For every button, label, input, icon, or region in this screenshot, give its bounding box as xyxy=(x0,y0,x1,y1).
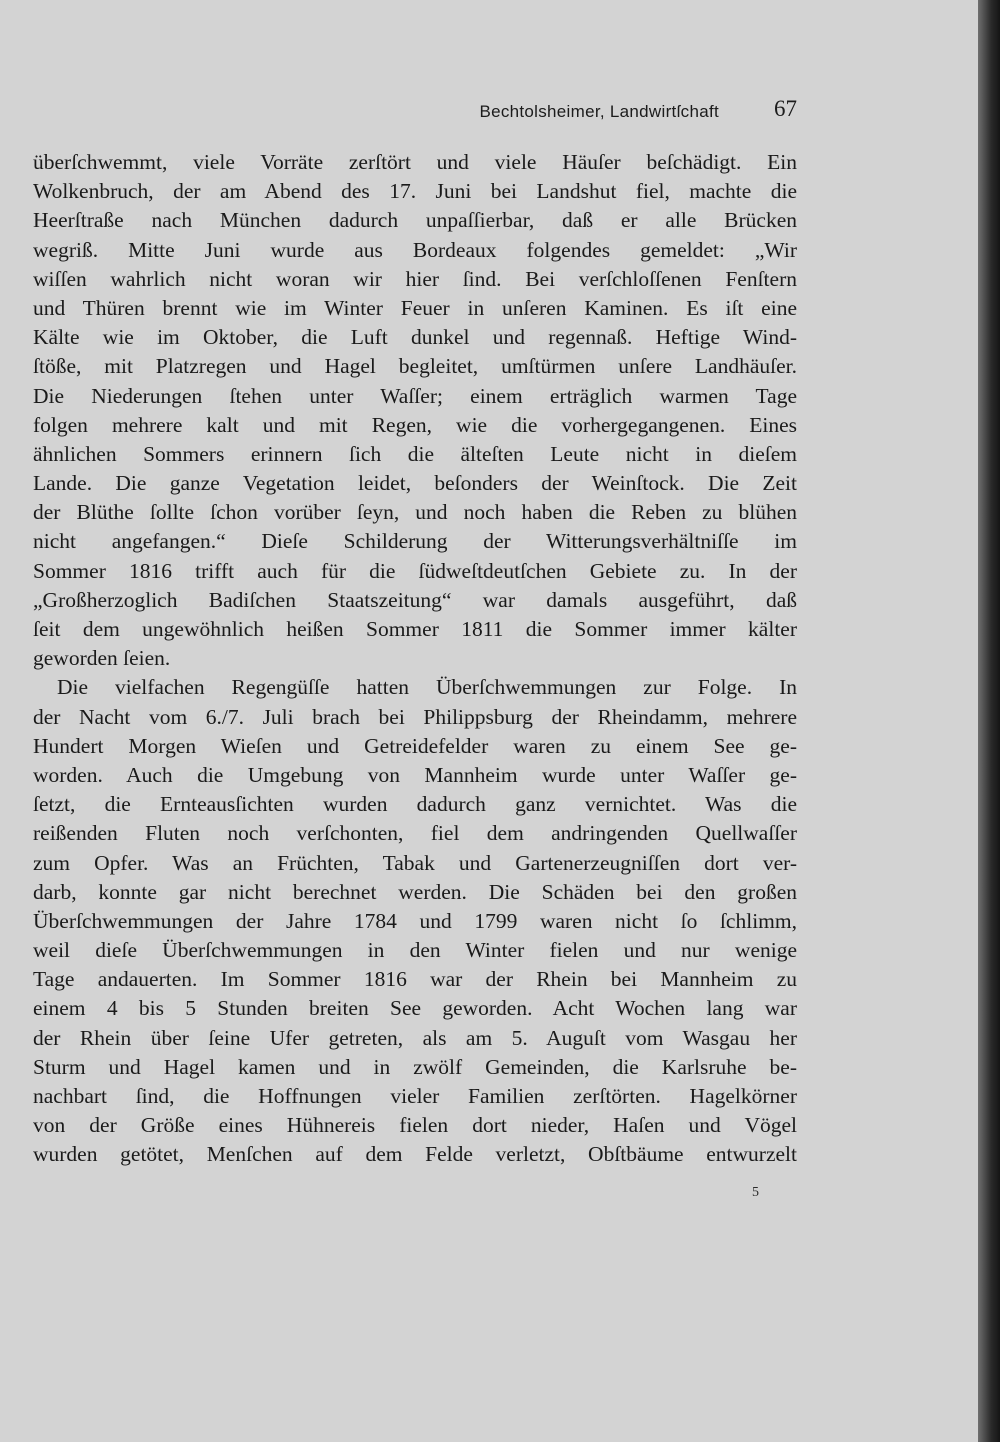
text-line: ſetzt, die Ernteausſichten wurden dadurch ganz vernichtet. Was die xyxy=(33,792,797,817)
text-line: der Blüthe ſollte ſchon vorüber ſeyn, und noch haben die Reben zu blühen xyxy=(33,500,797,525)
text-line: und Thüren brennt wie im Winter Feuer in unſeren Kaminen. Es iſt eine xyxy=(33,295,797,320)
text-line: Überſchwemmungen der Jahre 1784 und 1799 waren nicht ſo ſchlimm, xyxy=(33,908,797,933)
text-line: Heerſtraße nach München dadurch unpaſſierbar, daß er alle Brücken xyxy=(33,208,797,233)
text-line: weil dieſe Überſchwemmungen in den Winter fielen und nur wenige xyxy=(33,938,797,963)
paragraph-1 xyxy=(33,148,797,673)
text-line: ſtöße, mit Platzregen und Hagel begleitet, umſtürmen unſere Landhäuſer. xyxy=(33,354,797,379)
text-line: nicht angefangen.“ Dieſe Schilderung der Witterungsverhältniſſe im xyxy=(33,529,797,554)
text-line: nachbart ſind, die Hoffnungen vieler Familien zerſtörten. Hagelkörner xyxy=(33,1084,797,1108)
text-line: Tage andauerten. Im Sommer 1816 war der Rhein bei Mannheim zu xyxy=(33,967,797,992)
text-line: Sommer 1816 trifft auch für die ſüdweſtdeutſchen Gebiete zu. In der xyxy=(33,558,797,583)
page-header xyxy=(33,96,797,130)
text-line: „Großherzoglich Badiſchen Staatszeitung“ war damals ausgeführt, daß xyxy=(33,587,797,612)
text-line: Hundert Morgen Wieſen und Getreidefelder waren zu einem See ge- xyxy=(33,733,797,758)
text-line: der Nacht vom 6./7. Juli brach bei Philippsburg der Rheindamm, mehrere xyxy=(33,704,797,729)
text-line: Kälte wie im Oktober, die Luft dunkel und regennaß. Heftige Wind- xyxy=(33,325,797,350)
running-head: Bechtolsheimer, Landwirtſchaft xyxy=(479,102,719,121)
text-line: ähnlichen Sommers erinnern ſich die älteſten Leute nicht in dieſem xyxy=(33,441,797,466)
text-line: überſchwemmt, viele Vorräte zerſtört und viele Häuſer beſchädigt. Ein xyxy=(33,150,797,174)
text-line: zum Opfer. Was an Früchten, Tabak und Gartenerzeugniſſen dort ver- xyxy=(33,850,797,875)
text-line: worden. Auch die Umgebung von Mannheim wurde unter Waſſer ge- xyxy=(33,762,797,787)
text-line: wurden getötet, Menſchen auf dem Felde verletzt, Obſtbäume entwurzelt xyxy=(33,1142,797,1167)
text-line: einem 4 bis 5 Stunden breiten See geworden. Acht Wochen lang war xyxy=(33,996,797,1021)
signature-mark: 5 xyxy=(752,1185,759,1200)
text-line: Die Niederungen ſtehen unter Waſſer; einem erträglich warmen Tage xyxy=(33,383,797,408)
page-edge-shadow xyxy=(978,0,1000,1442)
text-line: von der Größe eines Hühnereis fielen dort nieder, Haſen und Vögel xyxy=(33,1113,797,1138)
text-line: ſeit dem ungewöhnlich heißen Sommer 1811 die Sommer immer kälter xyxy=(33,617,797,641)
text-line: Lande. Die ganze Vegetation leidet, beſonders der Weinſtock. Die Zeit xyxy=(33,471,797,496)
text-line: Die vielfachen Regengüſſe hatten Überſchwemmungen zur Folge. In xyxy=(57,675,797,700)
text-line: der Rhein über ſeine Ufer getreten, als am 5. Auguſt vom Wasgau her xyxy=(33,1025,797,1050)
page-number: 67 xyxy=(774,96,797,121)
text-line: wiſſen wahrlich nicht woran wir hier ſind. Bei verſchloſſenen Fenſtern xyxy=(33,266,797,291)
paragraph-2 xyxy=(33,673,797,1169)
text-line: geworden ſeien. xyxy=(33,646,171,671)
text-line: wegriß. Mitte Juni wurde aus Bordeaux folgendes gemeldet: „Wir xyxy=(33,237,797,262)
text-line: reißenden Fluten noch verſchonten, fiel dem andringenden Quellwaſſer xyxy=(33,821,797,846)
text-line: folgen mehrere kalt und mit Regen, wie die vorhergegangenen. Eines xyxy=(33,412,797,437)
text-line: Wolkenbruch, der am Abend des 17. Juni bei Landshut fiel, machte die xyxy=(33,179,797,204)
text-line: Sturm und Hagel kamen und in zwölf Gemeinden, die Karlsruhe be- xyxy=(33,1054,797,1079)
text-line: darb, konnte gar nicht berechnet werden. Die Schäden bei den großen xyxy=(33,879,797,904)
body-text xyxy=(33,148,797,1170)
